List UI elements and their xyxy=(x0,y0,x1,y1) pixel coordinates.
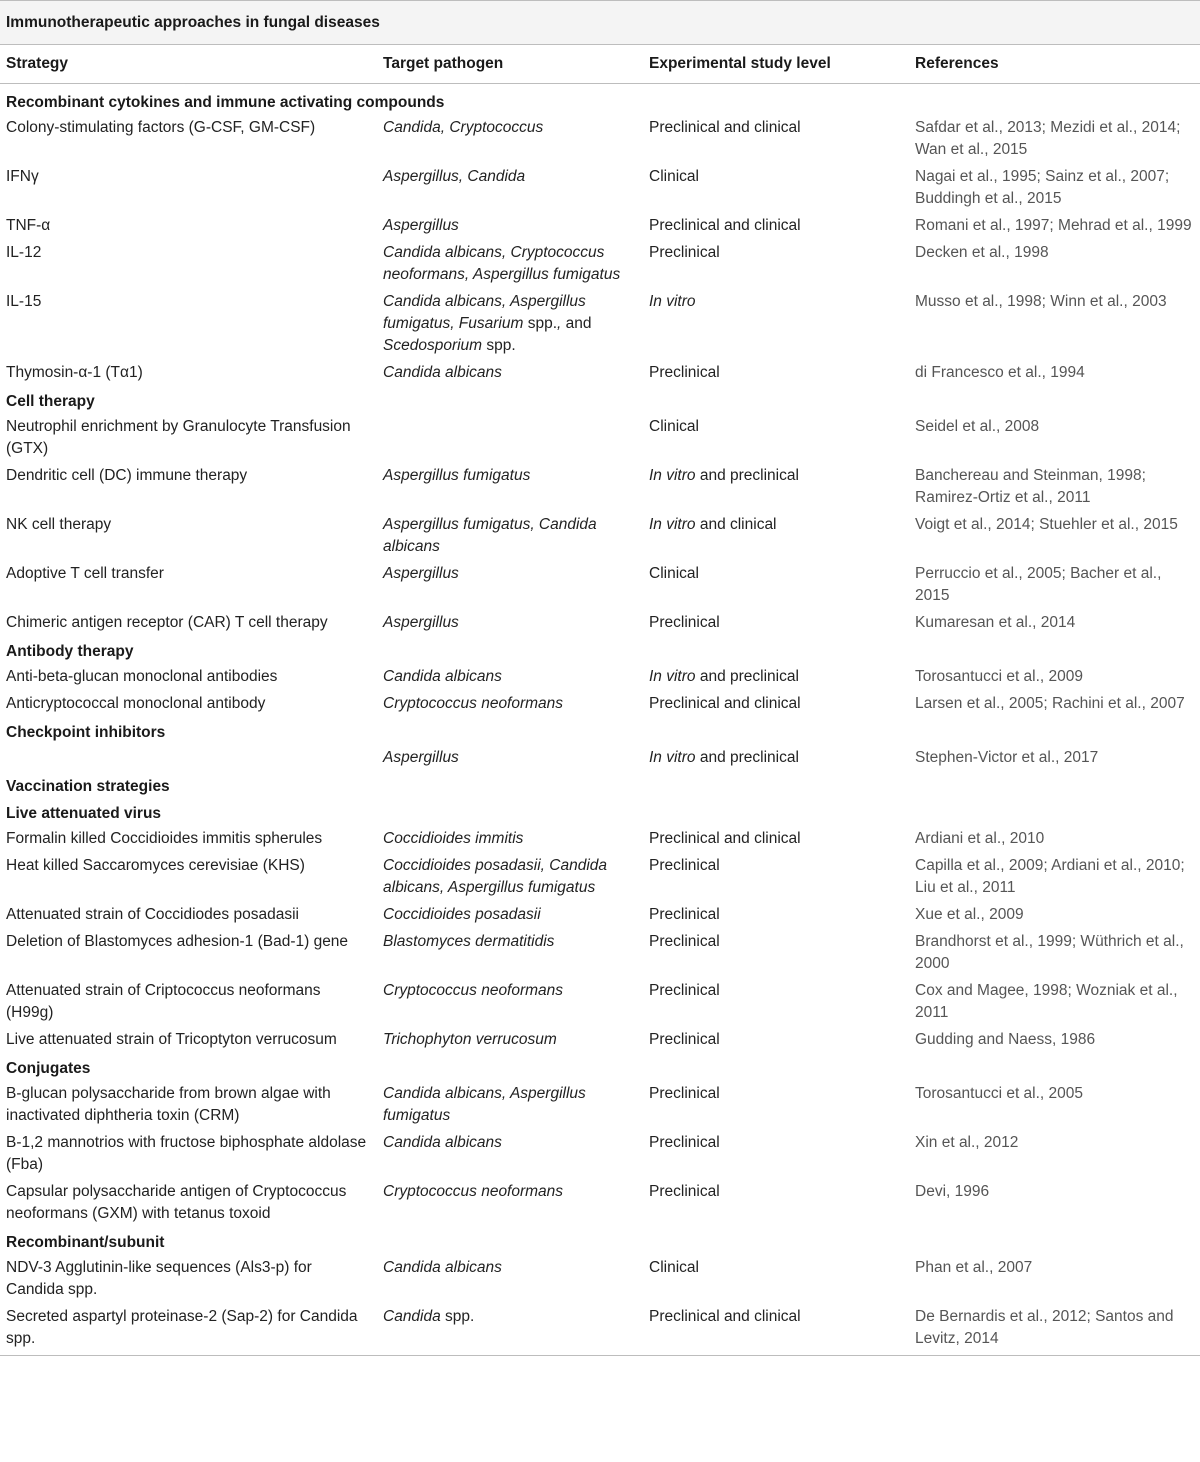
cell-strategy: TNF-α xyxy=(6,217,51,234)
cell-strategy: Heat killed Saccaromyces cerevisiae (KHS) xyxy=(6,857,305,874)
cell-strategy: Colony-stimulating factors (G-CSF, GM-CSF) xyxy=(6,119,316,136)
cell-references: Seidel et al., 2008 xyxy=(915,418,1040,435)
table-row xyxy=(0,904,1200,931)
cell-references: Capilla et al., 2009; Ardiani et al., 2010; Liu et al., 2011 xyxy=(915,857,1185,896)
cell-target-pathogen: Candida albicans xyxy=(383,1134,502,1151)
cell-references: Torosantucci et al., 2009 xyxy=(915,668,1084,685)
cell-references: Xin et al., 2012 xyxy=(915,1134,1019,1151)
section-header-row xyxy=(0,774,1200,801)
cell-target-pathogen: Coccidioides posadasii xyxy=(383,906,541,923)
cell-references: Banchereau and Steinman, 1998; Ramirez-Ortiz et al., 2011 xyxy=(915,467,1146,506)
cell-strategy: Neutrophil enrichment by Granulocyte Transfusion (GTX) xyxy=(6,418,351,457)
cell-target-pathogen: Candida albicans xyxy=(383,668,502,685)
cell-target-pathogen: Aspergillus xyxy=(383,749,459,766)
section-title: Conjugates xyxy=(6,1060,91,1077)
section-title: Checkpoint inhibitors xyxy=(6,724,166,741)
header-row xyxy=(0,45,1200,84)
cell-target-pathogen: Candida albicans, Aspergillus fumigatus, Fusarium spp., and Scedosporium spp. xyxy=(383,293,592,354)
cell-references: di Francesco et al., 1994 xyxy=(915,364,1085,381)
table-row xyxy=(0,242,1200,291)
cell-strategy: NDV-3 Agglutinin-like sequences (Als3-p) for Candida spp. xyxy=(6,1259,312,1298)
table-row xyxy=(0,980,1200,1029)
cell-references: Kumaresan et al., 2014 xyxy=(915,614,1076,631)
cell-target-pathogen: Candida albicans xyxy=(383,1259,502,1276)
table-row xyxy=(0,931,1200,980)
table-row xyxy=(0,215,1200,242)
cell-target-pathogen: Candida albicans, Cryptococcus neoformans, Aspergillus fumigatus xyxy=(383,244,621,283)
cell-study-level: Preclinical and clinical xyxy=(649,695,801,712)
cell-references: Ardiani et al., 2010 xyxy=(915,830,1045,847)
section-header-row xyxy=(0,84,1200,118)
cell-study-level: Preclinical xyxy=(649,857,720,874)
cell-references: Musso et al., 1998; Winn et al., 2003 xyxy=(915,293,1167,310)
cell-strategy: Dendritic cell (DC) immune therapy xyxy=(6,467,248,484)
cell-target-pathogen: Cryptococcus neoformans xyxy=(383,1183,564,1200)
section-title: Vaccination strategies xyxy=(6,778,170,795)
section-title: Recombinant cytokines and immune activating compounds xyxy=(6,94,445,111)
cell-references: Perruccio et al., 2005; Bacher et al., 2015 xyxy=(915,565,1162,604)
cell-references: Decken et al., 1998 xyxy=(915,244,1049,261)
cell-study-level: Preclinical xyxy=(649,982,720,999)
cell-study-level: In vitro and clinical xyxy=(649,516,777,533)
section-title: Recombinant/subunit xyxy=(6,1234,165,1251)
cell-references: Nagai et al., 1995; Sainz et al., 2007; Buddingh et al., 2015 xyxy=(915,168,1170,207)
cell-references: De Bernardis et al., 2012; Santos and Levitz, 2014 xyxy=(909,1306,1200,1356)
table-row xyxy=(0,693,1200,720)
cell-study-level: Preclinical xyxy=(649,1134,720,1151)
cell-study-level: Preclinical xyxy=(649,364,720,381)
table-caption: Immunotherapeutic approaches in fungal diseases xyxy=(6,14,380,31)
table-row xyxy=(0,1306,1200,1356)
table-body xyxy=(0,84,1200,1356)
cell-strategy: Live attenuated strain of Tricoptyton verrucosum xyxy=(6,1031,337,1048)
cell-references: Larsen et al., 2005; Rachini et al., 2007 xyxy=(915,695,1185,712)
table-row xyxy=(0,166,1200,215)
cell-strategy: Attenuated strain of Criptococcus neoformans (H99g) xyxy=(6,982,321,1021)
cell-strategy: IFNγ xyxy=(6,168,39,185)
table-row xyxy=(0,828,1200,855)
table-row xyxy=(0,612,1200,639)
table-row xyxy=(0,563,1200,612)
cell-target-pathogen: Aspergillus fumigatus xyxy=(383,467,531,484)
cell-study-level: Preclinical xyxy=(649,244,720,261)
cell-study-level: Clinical xyxy=(649,1259,699,1276)
table-row xyxy=(0,1257,1200,1306)
cell-strategy: B-1,2 mannotrios with fructose biphosphate aldolase (Fba) xyxy=(6,1134,367,1173)
cell-strategy: Adoptive T cell transfer xyxy=(6,565,164,582)
cell-study-level: In vitro and preclinical xyxy=(649,668,799,685)
cell-target-pathogen: Trichophyton verrucosum xyxy=(383,1031,557,1048)
cell-references: Gudding and Naess, 1986 xyxy=(915,1031,1096,1048)
cell-study-level: Preclinical xyxy=(649,1031,720,1048)
table-row xyxy=(0,362,1200,389)
cell-target-pathogen: Coccidioides immitis xyxy=(383,830,524,847)
cell-strategy: NK cell therapy xyxy=(6,516,112,533)
cell-study-level: Preclinical and clinical xyxy=(649,830,801,847)
cell-strategy: Formalin killed Coccidioides immitis spherules xyxy=(6,830,323,847)
cell-references: Xue et al., 2009 xyxy=(915,906,1024,923)
header-target-pathogen: Target pathogen xyxy=(377,45,643,84)
cell-strategy: B-glucan polysaccharide from brown algae with inactivated diphtheria toxin (CRM) xyxy=(6,1085,331,1124)
table-row xyxy=(0,1181,1200,1230)
cell-target-pathogen: Aspergillus xyxy=(383,217,459,234)
table-row xyxy=(0,747,1200,774)
table-header xyxy=(0,45,1200,84)
table-row xyxy=(0,465,1200,514)
cell-references: Devi, 1996 xyxy=(915,1183,990,1200)
cell-target-pathogen: Candida albicans, Aspergillus fumigatus xyxy=(383,1085,586,1124)
section-title: Antibody therapy xyxy=(6,643,134,660)
section-header-row xyxy=(0,720,1200,747)
cell-study-level: Clinical xyxy=(649,418,699,435)
cell-study-level: Preclinical xyxy=(649,906,720,923)
cell-references: Voigt et al., 2014; Stuehler et al., 2015 xyxy=(915,516,1178,533)
cell-study-level: Preclinical xyxy=(649,614,720,631)
table-row xyxy=(0,1132,1200,1181)
cell-target-pathogen: Candida spp. xyxy=(377,1306,643,1356)
cell-strategy: Anticryptococcal monoclonal antibody xyxy=(6,695,266,712)
cell-target-pathogen: Cryptococcus neoformans xyxy=(383,695,564,712)
cell-target-pathogen: Cryptococcus neoformans xyxy=(383,982,564,999)
table-row xyxy=(0,291,1200,362)
cell-target-pathogen: Candida, Cryptococcus xyxy=(383,119,544,136)
cell-study-level: Preclinical xyxy=(649,1085,720,1102)
section-title: Cell therapy xyxy=(6,393,95,410)
cell-strategy: Deletion of Blastomyces adhesion-1 (Bad-1) gene xyxy=(6,933,349,950)
cell-strategy: Capsular polysaccharide antigen of Cryptococcus neoformans (GXM) with tetanus toxoid xyxy=(6,1183,347,1222)
cell-study-level: In vitro and preclinical xyxy=(649,749,799,766)
section-title: Live attenuated virus xyxy=(6,805,162,822)
section-header-row xyxy=(0,1056,1200,1083)
cell-references: Romani et al., 1997; Mehrad et al., 1999 xyxy=(915,217,1192,234)
table-caption-bar xyxy=(0,0,1200,44)
cell-study-level: In vitro and preclinical xyxy=(649,467,799,484)
table-row xyxy=(0,855,1200,904)
cell-study-level: In vitro xyxy=(649,293,696,310)
cell-study-level: Preclinical xyxy=(649,933,720,950)
cell-references: Stephen-Victor et al., 2017 xyxy=(915,749,1099,766)
cell-study-level: Preclinical xyxy=(649,1183,720,1200)
cell-target-pathogen: Aspergillus fumigatus, Candida albicans xyxy=(383,516,597,555)
cell-references: Cox and Magee, 1998; Wozniak et al., 2011 xyxy=(915,982,1178,1021)
cell-study-level: Clinical xyxy=(649,565,699,582)
cell-target-pathogen xyxy=(377,416,643,465)
cell-strategy: Thymosin-α-1 (Tα1) xyxy=(6,364,143,381)
cell-target-pathogen: Aspergillus xyxy=(383,614,459,631)
table-row xyxy=(0,117,1200,166)
section-header-row xyxy=(0,389,1200,416)
section-header-row xyxy=(0,801,1200,828)
cell-references: Brandhorst et al., 1999; Wüthrich et al., 2000 xyxy=(915,933,1184,972)
table-row xyxy=(0,416,1200,465)
cell-strategy xyxy=(0,747,377,774)
cell-strategy: Chimeric antigen receptor (CAR) T cell therapy xyxy=(6,614,328,631)
cell-study-level: Preclinical and clinical xyxy=(649,217,801,234)
immunotherapy-table xyxy=(0,44,1200,1356)
table-row xyxy=(0,514,1200,563)
cell-target-pathogen: Blastomyces dermatitidis xyxy=(383,933,555,950)
cell-references: Phan et al., 2007 xyxy=(915,1259,1033,1276)
header-strategy: Strategy xyxy=(0,45,377,84)
table-row xyxy=(0,1083,1200,1132)
cell-strategy: Anti-beta-glucan monoclonal antibodies xyxy=(6,668,278,685)
cell-references: Safdar et al., 2013; Mezidi et al., 2014; Wan et al., 2015 xyxy=(915,119,1181,158)
cell-target-pathogen: Candida albicans xyxy=(383,364,502,381)
cell-strategy: IL-15 xyxy=(6,293,42,310)
cell-strategy: IL-12 xyxy=(6,244,42,261)
cell-study-level: Preclinical and clinical xyxy=(649,119,801,136)
cell-strategy: Secreted aspartyl proteinase-2 (Sap-2) for Candida spp. xyxy=(0,1306,377,1356)
header-references: References xyxy=(909,45,1200,84)
cell-target-pathogen: Aspergillus xyxy=(383,565,459,582)
cell-strategy: Attenuated strain of Coccidiodes posadasii xyxy=(6,906,299,923)
table-row xyxy=(0,1029,1200,1056)
cell-study-level: Preclinical and clinical xyxy=(643,1306,909,1356)
cell-target-pathogen: Coccidioides posadasii, Candida albicans, Aspergillus fumigatus xyxy=(383,857,608,896)
header-study-level: Experimental study level xyxy=(643,45,909,84)
cell-target-pathogen: Aspergillus, Candida xyxy=(383,168,526,185)
section-header-row xyxy=(0,1230,1200,1257)
cell-study-level: Clinical xyxy=(649,168,699,185)
section-header-row xyxy=(0,639,1200,666)
cell-references: Torosantucci et al., 2005 xyxy=(915,1085,1084,1102)
table-row xyxy=(0,666,1200,693)
